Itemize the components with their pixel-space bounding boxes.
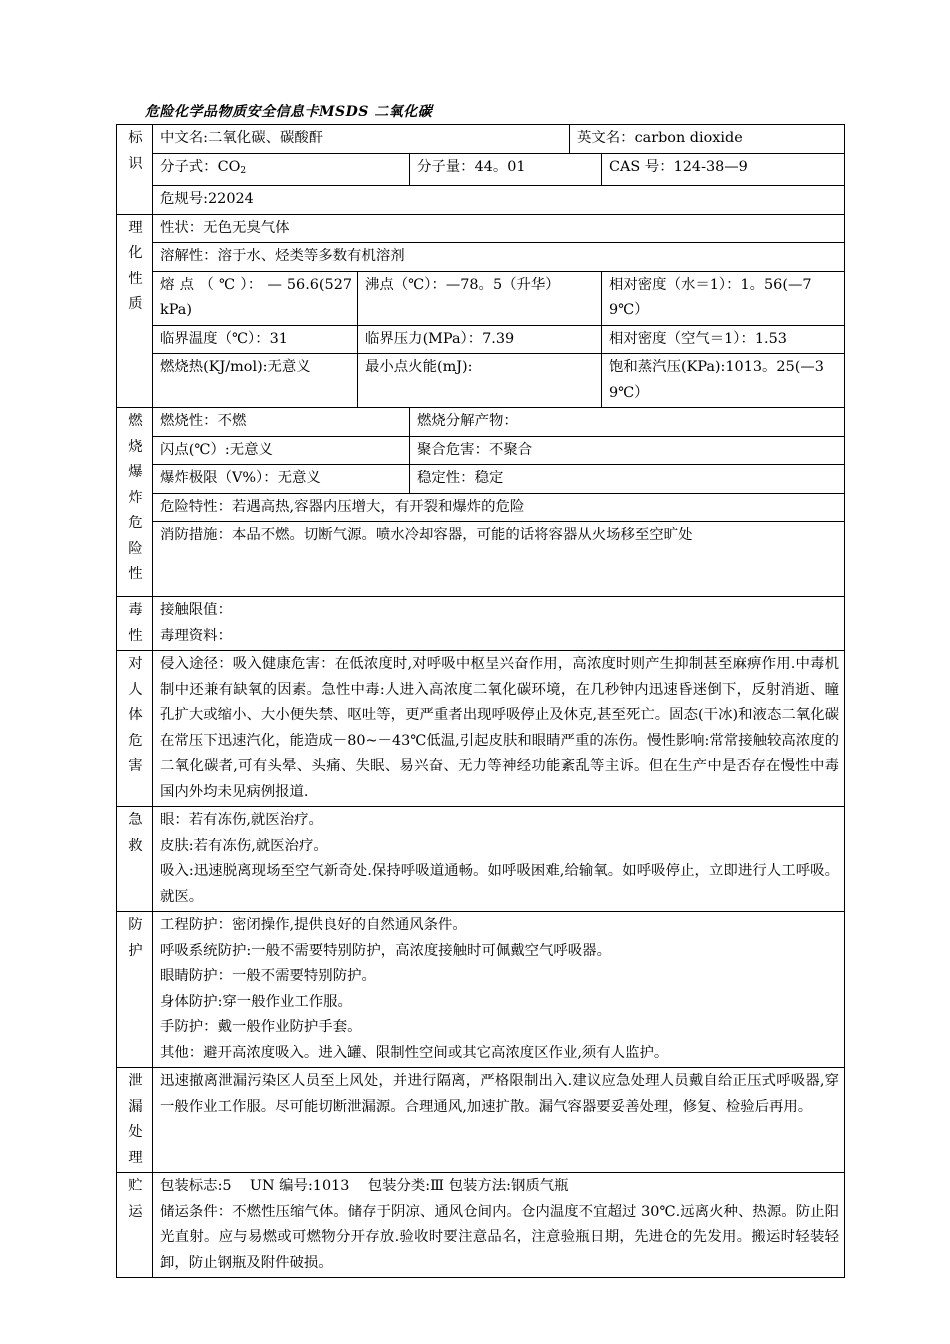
section-spill: 泄漏处理	[117, 1068, 153, 1173]
engineering-protection: 工程防护：密闭操作,提供良好的自然通风条件。	[160, 917, 467, 933]
health-hazards: 侵入途径：吸入健康危害：在低浓度时,对呼吸中枢呈兴奋作用，高浓度时则产生抑制甚至麻痹作用.中毒机制中还兼有缺氧的因素。急性中毒:人进入高浓度二氧化碳环境，在几秒钟内迅速昏迷倒下，反射消逝、瞳孔扩大或缩小、大小便失禁、呕吐等，更严重者出现呼吸停止及休克,甚至死亡。固态(干冰)和液态二氧化碳在常压下迅速汽化，能造成－80~－43℃低温,引起皮肤和眼睛严重的冻伤。慢性影响:常常接触较高浓度的二氧化碳者,可有头晕、头痛、失眠、易兴奋、无力等神经功能紊乱等主诉。但在生产中是否存在慢性中毒国内外均未见病例报道.	[153, 651, 845, 807]
packaging-info: 包装标志:5 UN 编号:1013 包装分类:Ⅲ 包装方法:钢质气瓶	[160, 1178, 569, 1194]
cn-name: 中文名:二氧化碳、碳酸酐	[153, 125, 570, 154]
section-health: 对人体危害	[117, 651, 153, 807]
relative-density-air: 相对密度（空气＝1）：1.53	[602, 325, 845, 354]
exposure-limit: 接触限值：	[160, 602, 232, 618]
section-protection: 防护	[117, 912, 153, 1068]
molecular-weight: 分子量：44。01	[410, 153, 602, 186]
section-toxicity: 毒性	[117, 597, 153, 651]
explosive-limit: 爆炸极限（V%）：无意义	[153, 465, 410, 494]
combustion-heat: 燃烧热(KJ/mol):无意义	[153, 354, 358, 408]
first-aid-inhalation: 吸入:迅速脱离现场至空气新奇处.保持呼吸道通畅。如呼吸困难,给输氧。如呼吸停止，立即进行人工呼吸。就医。	[160, 863, 840, 905]
row-hazard-no	[117, 186, 845, 215]
eye-protection: 眼睛防护：一般不需要特别防护。	[160, 968, 376, 984]
hazard-characteristics: 危险特性：若遇高热,容器内压增大，有开裂和爆炸的危险	[153, 493, 845, 522]
section-fire: 燃烧爆炸危险性	[117, 408, 153, 597]
body-protection: 身体防护:穿一般作业工作服。	[160, 993, 352, 1010]
section-physchem: 理化性质	[117, 214, 153, 408]
row-formula	[117, 153, 845, 186]
polymerization-hazard: 聚合危害：不聚合	[410, 436, 845, 465]
hand-protection: 手防护：戴一般作业防护手套。	[160, 1019, 362, 1035]
protection	[153, 912, 845, 1068]
cas-number: CAS 号：124-38—9	[602, 153, 845, 186]
spill-handling: 迅速撤离泄漏污染区人员至上风处，并进行隔离，严格限制出入.建议应急处理人员戴自给正压式呼吸器,穿一般作业工作服。尽可能切断泄漏源。合理通风,加速扩散。漏气容器要妥善处理，修复、检验后再用。	[153, 1068, 845, 1173]
toxicology-data: 毒理资料：	[160, 627, 232, 644]
section-first-aid: 急救	[117, 807, 153, 912]
boiling-point: 沸点（℃）：—78。5（升华）	[358, 271, 602, 325]
hazard-number: 危规号:22024	[153, 186, 845, 215]
storage-transport	[153, 1173, 845, 1278]
melting-point: 熔 点 （ ℃ ）： — 56.6(527kPa)	[153, 271, 358, 325]
critical-temperature: 临界温度（℃）：31	[153, 325, 358, 354]
solubility: 溶解性：溶于水、烃类等多数有机溶剂	[153, 243, 845, 272]
relative-density-water: 相对密度（水＝1）：1。56(—79℃）	[602, 271, 845, 325]
row-cn-name	[117, 125, 845, 154]
vapor-pressure: 饱和蒸汽压(KPa):1013。25(—39℃）	[602, 354, 845, 408]
en-name: 英文名：carbon dioxide	[570, 125, 845, 154]
section-identification: 标识	[117, 125, 153, 215]
flammability: 燃烧性：不燃	[153, 408, 410, 437]
msds-table	[116, 124, 845, 1278]
toxicity-info	[153, 597, 845, 651]
first-aid	[153, 807, 845, 912]
firefighting-measures: 消防措施：本品不燃。切断气源。喷水冷却容器，可能的话将容器从火场移至空旷处	[153, 522, 845, 597]
section-storage: 贮运	[117, 1173, 153, 1278]
molecular-formula: 分子式：$CO_2$	[153, 153, 410, 186]
document-title: 危险化学品物质安全信息卡MSDS 二氧化碳	[145, 104, 433, 120]
other-protection: 其他：避开高浓度吸入。进入罐、限制性空间或其它高浓度区作业,须有人监护。	[160, 1044, 669, 1061]
stability: 稳定性：稳定	[410, 465, 845, 494]
critical-pressure: 临界压力(MPa）：7.39	[358, 325, 602, 354]
appearance: 性状：无色无臭气体	[153, 214, 845, 243]
first-aid-eyes: 眼：若有冻伤,就医治疗。	[160, 812, 323, 828]
first-aid-skin: 皮肤:若有冻伤,就医治疗。	[160, 837, 328, 854]
storage-conditions: 储运条件：不燃性压缩气体。储存于阴凉、通风仓间内。仓内温度不宜超过 30℃.远离火种、热源。防止阳光直射。应与易燃或可燃物分开存放.验收时要注意品名，注意验瓶日期，先进仓的先发用。搬运时轻装轻卸，防止钢瓶及附件破损。	[160, 1203, 840, 1271]
decomposition-products: 燃烧分解产物：	[410, 408, 845, 437]
min-ignition-energy: 最小点火能(mJ):	[358, 354, 602, 408]
respiratory-protection: 呼吸系统防护:一般不需要特别防护，高浓度接触时可佩戴空气呼吸器。	[160, 942, 611, 959]
flash-point: 闪点(℃）:无意义	[153, 436, 410, 465]
